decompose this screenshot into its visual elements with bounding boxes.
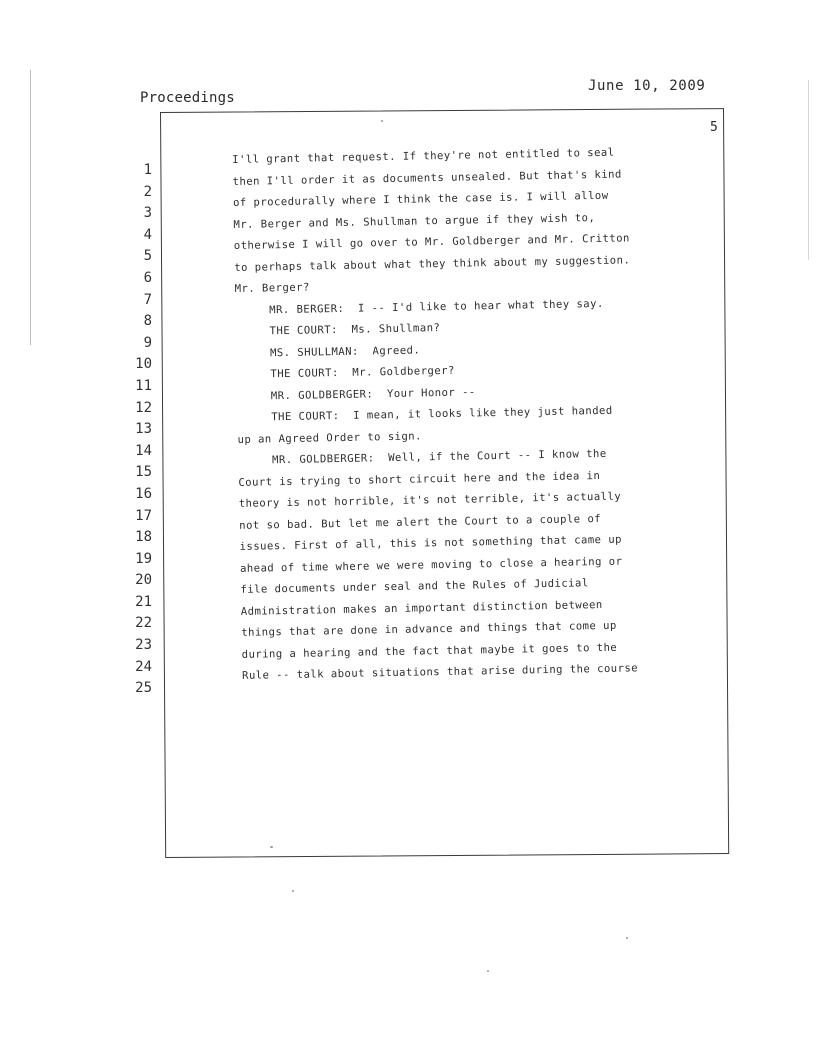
transcript-line: MS. SHULLMAN: Agreed. xyxy=(235,343,421,360)
transcript-line: Rule -- talk about situations that arise during the course xyxy=(241,662,639,682)
line-number: 22 xyxy=(135,615,152,632)
line-number: 8 xyxy=(143,313,152,330)
scan-speck xyxy=(626,937,628,939)
line-number: 5 xyxy=(143,248,152,265)
line-number: 21 xyxy=(135,593,152,610)
transcript-line: Mr. Berger? xyxy=(234,281,310,295)
transcript-line: of procedurally where I think the case is. I will allow xyxy=(232,189,609,209)
transcript-line: MR. BERGER: I -- I'd like to hear what they say. xyxy=(234,297,604,317)
transcript-line: theory is not horrible, it's not terrible, it's actually xyxy=(238,490,622,510)
transcript-line: ahead of time where we were moving to close a hearing or xyxy=(239,555,623,575)
scan-speck xyxy=(270,846,273,848)
scan-speck xyxy=(292,890,294,892)
transcript-line: issues. First of all, this is not something that came up xyxy=(239,533,623,553)
line-number: 17 xyxy=(135,507,152,524)
scan-margin-line-left xyxy=(30,70,31,345)
transcript-line: during a hearing and the fact that maybe it goes to the xyxy=(241,641,618,661)
line-number: 4 xyxy=(143,226,152,243)
transcript-line: things that are done in advance and things that come up xyxy=(241,619,617,639)
transcript-line: file documents under seal and the Rules of Judicial xyxy=(240,577,589,596)
line-number: 9 xyxy=(143,334,152,351)
line-number: 15 xyxy=(135,464,152,481)
page-number: 5 xyxy=(710,120,718,135)
transcript-line: MR. GOLDBERGER: Your Honor -- xyxy=(236,385,476,403)
transcript-line: then I'll order it as documents unsealed. But that's kind xyxy=(232,168,622,188)
line-number: 2 xyxy=(143,183,152,200)
line-number: 25 xyxy=(135,680,152,697)
transcript-line: THE COURT: I mean, it looks like they just handed xyxy=(237,404,613,424)
line-number: 16 xyxy=(135,485,152,502)
transcript-line: MR. GOLDBERGER: Well, if the Court -- I know the xyxy=(237,447,607,467)
line-number: 6 xyxy=(143,269,152,286)
transcript-body xyxy=(232,141,712,687)
transcript-line: otherwise I will go over to Mr. Goldberger and Mr. Critton xyxy=(233,232,630,252)
scan-speck xyxy=(487,970,489,972)
line-number: 20 xyxy=(135,572,152,589)
transcript-line: Mr. Berger and Ms. Shullman to argue if they wish to, xyxy=(233,211,596,231)
line-number: 3 xyxy=(143,205,152,222)
scan-speck xyxy=(381,120,383,122)
transcript-line: up an Agreed Order to sign. xyxy=(237,429,422,446)
transcript-line: Court is trying to short circuit here and the idea in xyxy=(238,469,601,489)
header-section-title: Proceedings xyxy=(140,90,235,106)
line-number: 7 xyxy=(143,291,152,308)
line-number: 13 xyxy=(135,421,152,438)
scan-margin-line-right xyxy=(808,80,809,260)
line-number: 19 xyxy=(135,550,152,567)
transcript-line: I'll grant that request. If they're not entitled to seal xyxy=(232,146,615,166)
transcript-line: THE COURT: Ms. Shullman? xyxy=(235,322,441,338)
line-number: 24 xyxy=(135,658,152,675)
transcript-line: Administration makes an important distinction between xyxy=(240,598,603,618)
line-number: 14 xyxy=(135,442,152,459)
transcript-line: to perhaps talk about what they think about my suggestion. xyxy=(234,253,631,274)
line-number: 11 xyxy=(135,377,152,394)
line-number: 23 xyxy=(135,637,152,654)
transcript-line: THE COURT: Mr. Goldberger? xyxy=(236,364,455,381)
line-number: 12 xyxy=(135,399,152,416)
line-number-column xyxy=(118,160,152,700)
line-number: 18 xyxy=(135,529,152,546)
header-date: June 10, 2009 xyxy=(588,78,706,94)
line-number: 10 xyxy=(135,356,152,373)
line-number: 1 xyxy=(143,162,152,178)
transcript-line: not so bad. But let me alert the Court to a couple of xyxy=(239,512,602,532)
